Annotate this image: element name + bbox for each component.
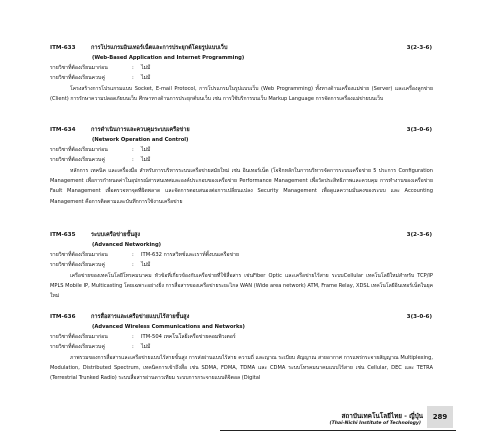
corequisite-label: รายวิชาที่ต้องเรียนควบคู่ — [50, 157, 105, 163]
prerequisite-label: รายวิชาที่ต้องเรียนมาก่อน — [50, 65, 108, 71]
prerequisite-value: ITM-632 การสวิทช์และเราท์ติ้งบนเครือข่าย — [141, 252, 240, 258]
course-title-th: ระบบเครือข่ายขั้นสูง — [91, 232, 141, 238]
prerequisite-label: รายวิชาที่ต้องเรียนมาก่อน — [50, 252, 108, 258]
separator-colon: : — [132, 344, 134, 350]
course-code: ITM-634 — [50, 127, 76, 133]
course-credit: 3(2-3-6) — [406, 45, 432, 51]
course-title-en: (Advanced Wireless Communications and Networks) — [92, 324, 245, 330]
course-itm-633 — [50, 43, 433, 104]
page-number: 289 — [427, 406, 453, 428]
separator-colon: : — [132, 334, 134, 340]
corequisite-row — [50, 73, 433, 83]
course-header — [50, 125, 433, 136]
prerequisite-label: รายวิชาที่ต้องเรียนมาก่อน — [50, 147, 108, 153]
course-itm-636 — [50, 312, 433, 384]
course-code: ITM-636 — [50, 314, 76, 320]
course-description: หลักการ เทคนิค และเครื่องมือ สำหรับการบริหารระบบเครือข่ายสมัยใหม่ เช่น อินเทอร์เน็ต (โจจิกหลักในการบริหารจัดการระบบเครือข่าย 5 ประการ Configuration Management เพื่อการกำหนดค่าในอุปกรณ์สารสนเทศและองค์ประกอบของเครือข่าย Performance Management เพื่อวัดประสิทธิภาพและควบคุม การทำงานของเครือข่าย Fault Management เพื่อตรวจหาจุดที่ผิดพลาด และจัดการตอบสนองต่อการเปลี่ยนแปลง Security Management เพื่อดูแลความมั่นคงของระบบ และ Accounting Management คือการติดตามและบันทึกการใช้งานเครือข่าย — [50, 168, 433, 205]
corequisite-value: ไม่มี — [141, 75, 151, 81]
corequisite-value: ไม่มี — [141, 262, 151, 268]
corequisite-label: รายวิชาที่ต้องเรียนควบคู่ — [50, 344, 105, 350]
course-title-th: การสื่อสารและเครือข่ายแบบไร้สายขั้นสูง — [91, 314, 190, 320]
prerequisite-row — [50, 63, 433, 73]
separator-colon: : — [132, 147, 134, 153]
course-description: โครงสร้างการโปรแกรมแบบ Socket, E-mail Protocol, การโปรแกรมในรูปแบบเว็บ (Web Programming) ทั้งทางด้านเครื่องแม่ข่าย (Server) และเครื่องลูกข่าย (Client) การรักษาความปลอดภัยบนเว็บ ศึกษาทางด้านการประยุกต์บนเว็บ เช่น การใช้บริการบนเว็บ Markup Language การจัดการเครื่องแม่ข่ายบนเว็บ — [50, 86, 433, 103]
course-credit: 3(3-0-6) — [406, 314, 432, 320]
course-code: ITM-635 — [50, 232, 76, 238]
course-itm-634 — [50, 125, 433, 207]
separator-colon: : — [132, 75, 134, 81]
corequisite-value: ไม่มี — [141, 157, 151, 163]
separator-colon: : — [132, 157, 134, 163]
corequisite-row — [50, 260, 433, 270]
course-credit: 3(3-0-6) — [406, 127, 432, 133]
corequisite-row — [50, 155, 433, 165]
course-header — [50, 312, 433, 323]
prerequisite-value: ไม่มี — [141, 65, 151, 71]
footer-institute-en: (Thai-Nichi Institute of Technology) — [329, 421, 421, 426]
footer-institute-th: สถาบันเทคโนโลยีไทย - ญี่ปุ่น — [341, 412, 423, 420]
course-title-th: การดำเนินการและควบคุมระบบเครือข่าย — [91, 127, 190, 133]
prerequisite-label: รายวิชาที่ต้องเรียนมาก่อน — [50, 334, 108, 340]
corequisite-row — [50, 342, 433, 352]
prerequisite-row — [50, 250, 433, 260]
course-description: เครือข่ายของเทคโนโลยีโทรคมนาคม หัวข้อที่เกี่ยวข้องกับเครือข่ายที่ใช้สื่อสาร เช่นFiber Optic และเครือข่ายไร้สาย ระบบCellular เทคโนโลยีใหม่สำหรับ TCP/IP MPLS Mobile IP, Multicasting โดยเฉพาะอย่างยิ่ง การสื่อสารของเครือข่ายระยะไกล WAN (Wide area network) ATM, Frame Relay, XDSL เทคโนโลยีอินเทอร์เน็ตในยุคใหม่ — [50, 273, 433, 300]
corequisite-label: รายวิชาที่ต้องเรียนควบคู่ — [50, 262, 105, 268]
prerequisite-row — [50, 332, 433, 342]
prerequisite-value: ITM-504 เทคโนโลยีเครือข่ายคอมพิวเตอร์ — [141, 334, 236, 340]
corequisite-label: รายวิชาที่ต้องเรียนควบคู่ — [50, 75, 105, 81]
footer-divider — [220, 430, 456, 431]
separator-colon: : — [132, 262, 134, 268]
course-credit: 3(2-3-6) — [406, 232, 432, 238]
course-title-en: (Web-Based Application and Internet Programming) — [92, 55, 245, 61]
course-itm-635 — [50, 230, 433, 302]
separator-colon: : — [132, 65, 134, 71]
course-header — [50, 230, 433, 241]
prerequisite-value: ไม่มี — [141, 147, 151, 153]
course-header — [50, 43, 433, 54]
prerequisite-row — [50, 145, 433, 155]
course-title-th: การโปรแกรมอินเทอร์เน็ตและการประยุกต์โดยรูปแบบเว็บ — [91, 45, 228, 51]
separator-colon: : — [132, 252, 134, 258]
course-title-en: (Advanced Networking) — [92, 242, 162, 248]
course-description: ภาพรวมของการสื่อสารและเครือข่ายแบบไร้สายขั้นสูง การส่งผ่านแบบไร้สาย ความถี่ และญาณ ระเบียบ สัญญาณ สายอากาศ การแพร่กระจายสัญญาณ Multiplexing, Modulation, Distributed Spectrum, เทคนิคการเข้าถึงสื่อ เช่น SDMA, FDMA, TDMA และ CDMA ระบบโทรคมนาคมแบบไร้สาย เช่น Cellular, DEC และ TETRA (Terrestrial Trunked Radio) ระบบสื่อสารผ่านดาวเทียม ระบบการกระจายแบบดิจิตอล (Digital — [50, 355, 433, 382]
course-title-en: (Network Operation and Control) — [92, 137, 189, 143]
course-code: ITM-633 — [50, 45, 76, 51]
corequisite-value: ไม่มี — [141, 344, 151, 350]
